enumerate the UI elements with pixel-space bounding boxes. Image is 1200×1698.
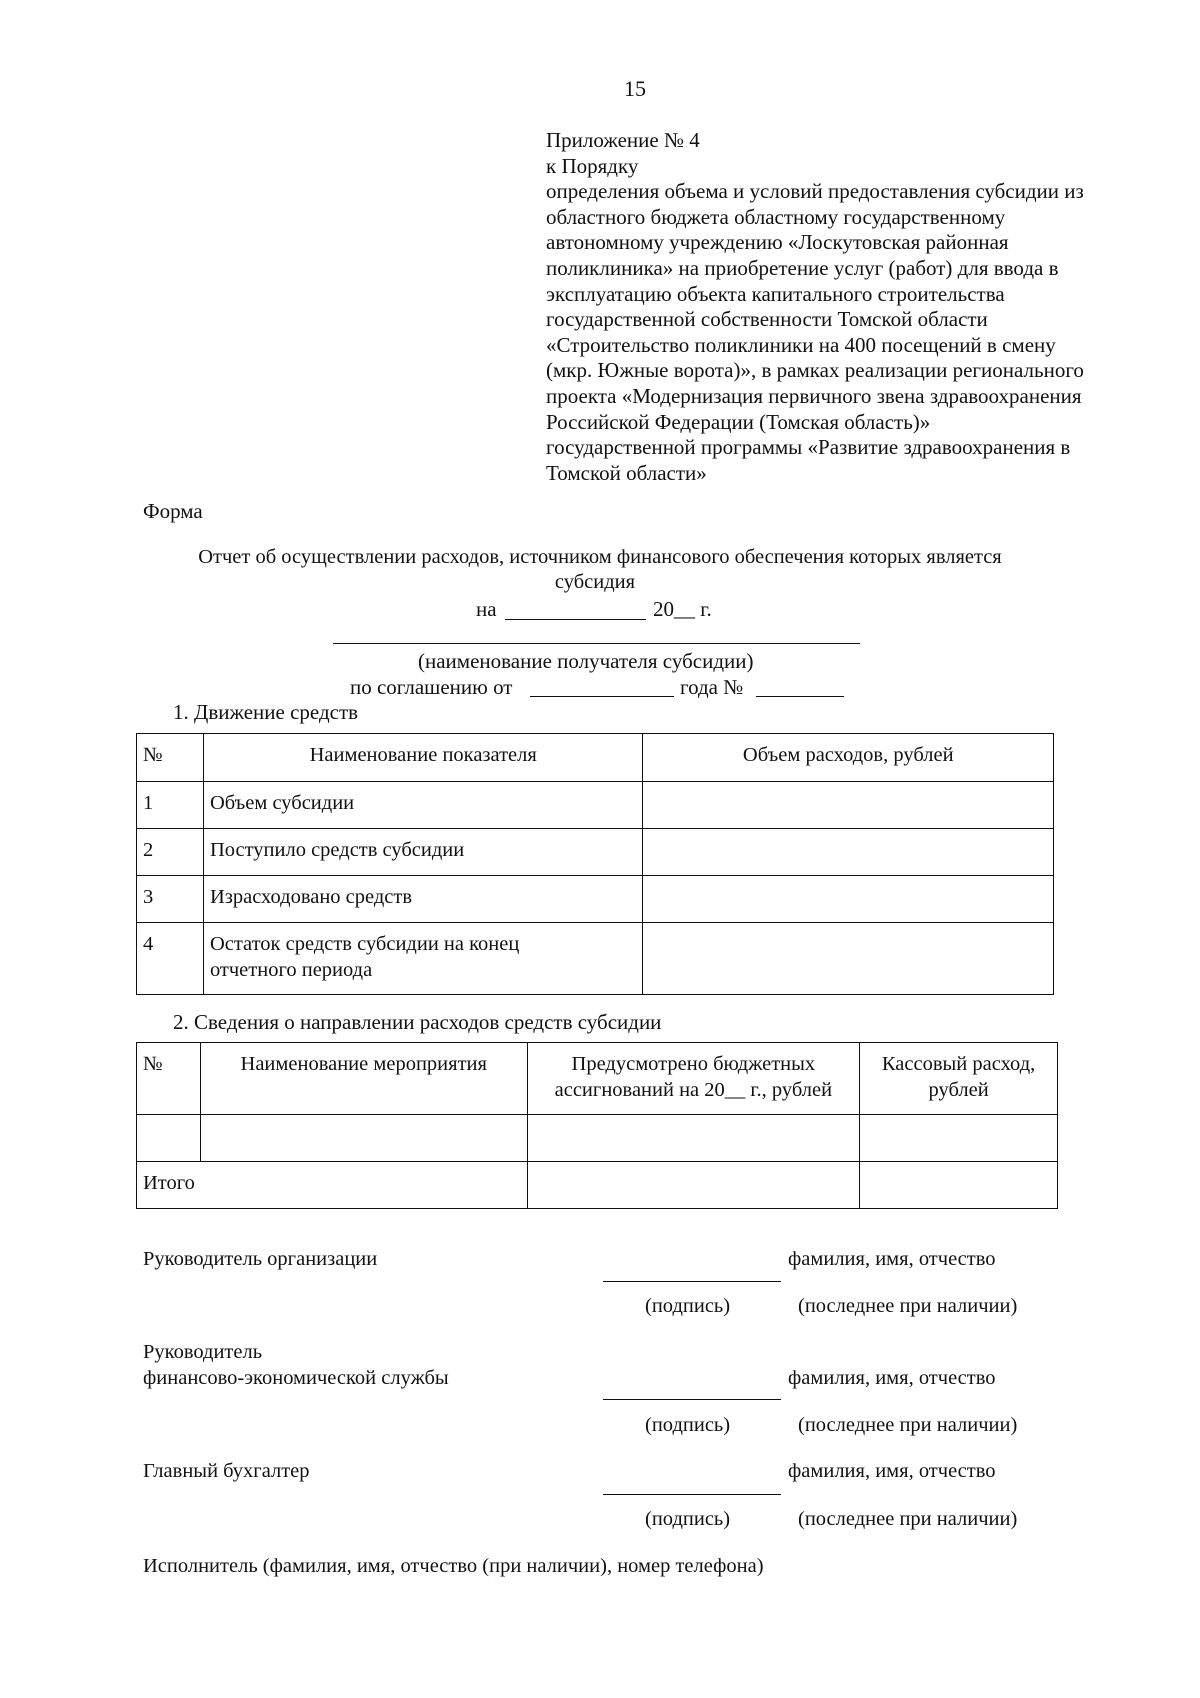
expense-directions-table [136, 1042, 1058, 1209]
header-num: № [137, 1043, 201, 1115]
name-caption: фамилия, имя, отчество [788, 1460, 996, 1482]
report-title-line2: субсидия [554, 571, 636, 593]
report-title-line1: Отчет об осуществлении расходов, источником финансового обеспечения которых является [198, 546, 1002, 568]
row-num: 2 [137, 829, 204, 876]
empty-cell[interactable] [200, 1115, 527, 1162]
header-cash-expense: Кассовый расход, рублей [860, 1043, 1058, 1115]
row-name: Израсходовано средств [203, 876, 643, 923]
table-row [137, 829, 1054, 876]
appendix-line: Приложение № 4 [546, 128, 700, 152]
row-value-cell[interactable] [643, 782, 1054, 829]
note-caption: (последнее при наличии) [798, 1295, 1018, 1317]
appendix-line: проекта «Модернизация первичного звена здравоохранения [546, 383, 1082, 408]
header-activity: Наименование мероприятия [200, 1043, 527, 1115]
agreement-year: года № [680, 675, 744, 699]
appendix-line: к Порядку [546, 153, 639, 178]
total-row [137, 1162, 1058, 1209]
form-label: Форма [143, 499, 203, 523]
section1-title: 1. Движение средств [173, 700, 359, 724]
appendix-line: эксплуатацию объекта капитального строительства [546, 281, 1005, 306]
appendix-line: поликлиника» на приобретение услуг (работ) для ввода в [546, 255, 1059, 280]
signature-line[interactable] [603, 1281, 781, 1282]
header-indicator: Наименование показателя [203, 734, 643, 782]
appendix-line: автономному учреждению «Лоскутовская районная [546, 230, 1009, 255]
signature-line[interactable] [603, 1494, 781, 1495]
name-caption: фамилия, имя, отчество [788, 1367, 996, 1389]
agreement-prefix: по соглашению от [350, 675, 513, 699]
empty-cell[interactable] [527, 1115, 860, 1162]
sign-caption: (подпись) [645, 1414, 731, 1436]
table-row [137, 923, 1054, 995]
header-amount: Объем расходов, рублей [643, 734, 1054, 782]
row-name: Поступило средств субсидии [203, 829, 643, 876]
signature-line[interactable] [603, 1399, 781, 1400]
appendix-line: государственной собственности Томской области [546, 307, 988, 332]
appendix-line: Российской Федерации (Томская область)» [546, 409, 931, 434]
note-caption: (последнее при наличии) [798, 1508, 1018, 1530]
total-allocations-cell[interactable] [527, 1162, 860, 1209]
date-year: 20__ г. [653, 597, 712, 621]
appendix-line: областного бюджета областному государственному [546, 204, 1006, 229]
header-num: № [137, 734, 204, 782]
row-name: Остаток средств субсидии на конец отчетного периода [203, 923, 643, 995]
date-blank[interactable] [505, 619, 646, 620]
row-num: 3 [137, 876, 204, 923]
appendix-block [546, 128, 1084, 486]
signer-role: Главный бухгалтер [143, 1460, 310, 1482]
row-value-cell[interactable] [643, 923, 1054, 995]
appendix-line: «Строительство поликлиники на 400 посещений в смену [546, 332, 1056, 357]
header-allocations: Предусмотрено бюджетных ассигнований на 20__ г., рублей [527, 1043, 860, 1115]
signer-role: финансово-экономической службы [143, 1367, 449, 1389]
empty-cell[interactable] [137, 1115, 201, 1162]
date-prefix: на [476, 597, 497, 621]
appendix-line: определения объема и условий предоставления субсидии из [546, 179, 1084, 204]
table-header-row [137, 1043, 1058, 1115]
appendix-line: государственной программы «Развитие здравоохранения в [546, 435, 1071, 460]
total-label: Итого [137, 1162, 528, 1209]
row-name: Объем субсидии [203, 782, 643, 829]
sign-caption: (подпись) [645, 1295, 731, 1317]
agreement-number-blank[interactable] [756, 696, 844, 697]
table-row [137, 876, 1054, 923]
signer-role: Руководитель организации [143, 1248, 378, 1270]
table-row [137, 1115, 1058, 1162]
recipient-blank[interactable] [333, 643, 860, 644]
total-cash-cell[interactable] [860, 1162, 1058, 1209]
table-header-row [137, 734, 1054, 782]
row-value-cell[interactable] [643, 829, 1054, 876]
signer-role: Руководитель [143, 1341, 263, 1363]
table-row [137, 782, 1054, 829]
agreement-date-blank[interactable] [530, 696, 674, 697]
funds-movement-table [136, 733, 1054, 995]
row-num: 4 [137, 923, 204, 995]
page-number: 15 [624, 76, 646, 101]
empty-cell[interactable] [860, 1115, 1058, 1162]
name-caption: фамилия, имя, отчество [788, 1248, 996, 1270]
executor-line: Исполнитель (фамилия, имя, отчество (при наличии), номер телефона) [143, 1555, 764, 1577]
row-num: 1 [137, 782, 204, 829]
sign-caption: (подпись) [645, 1508, 731, 1530]
row-value-cell[interactable] [643, 876, 1054, 923]
note-caption: (последнее при наличии) [798, 1414, 1018, 1436]
recipient-caption: (наименование получателя субсидии) [418, 649, 754, 673]
section2-title: 2. Сведения о направлении расходов средств субсидии [173, 1010, 662, 1034]
appendix-line: Томской области» [546, 460, 707, 485]
appendix-line: (мкр. Южные ворота)», в рамках реализации регионального [546, 358, 1084, 383]
